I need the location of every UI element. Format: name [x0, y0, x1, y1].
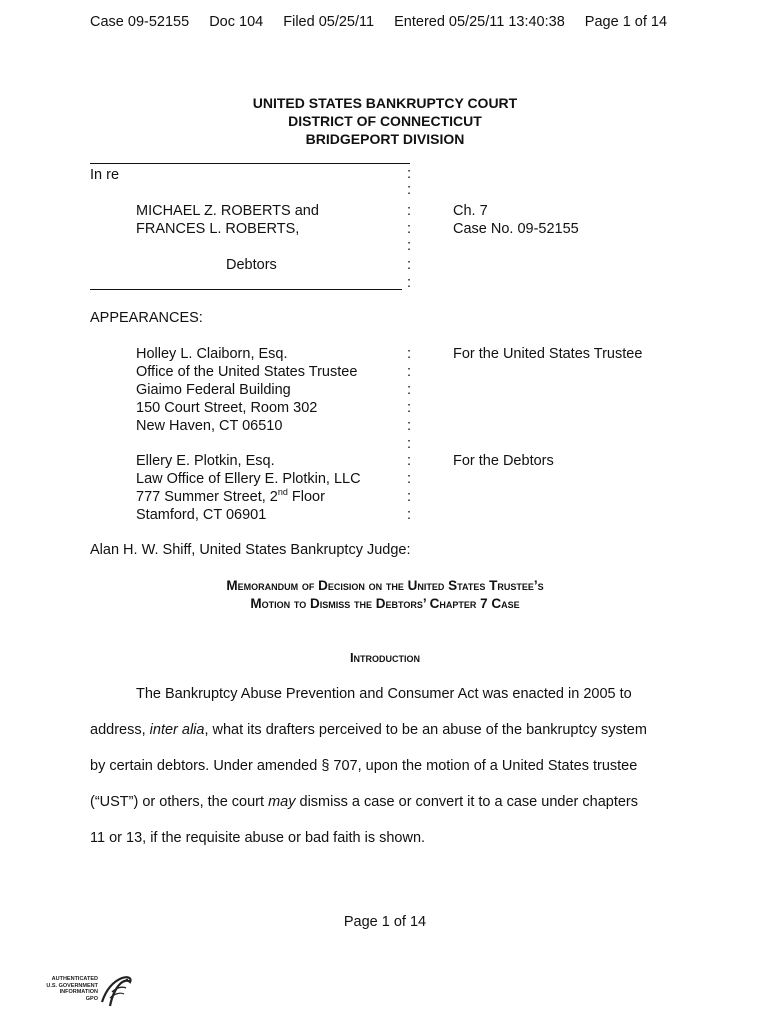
in-re-label: In re: [90, 167, 120, 183]
appearance-colon: :: [407, 364, 412, 380]
appearance-colon: :: [407, 489, 412, 505]
appearances-heading: APPEARANCES:: [90, 310, 203, 326]
caption-colon: :: [407, 275, 412, 291]
case-number-label: Case No. 09-52155: [453, 221, 579, 237]
doc-number: Doc 104: [209, 14, 264, 30]
filing-header: [90, 14, 667, 30]
filed-date: Filed 05/25/11: [283, 14, 375, 30]
case-number: Case 09-52155: [90, 14, 190, 30]
caption-colon: :: [407, 203, 412, 219]
seal-line: INFORMATION: [59, 989, 98, 995]
debtor-name-2: FRANCES L. ROBERTS,: [136, 221, 300, 237]
appearance-colon: :: [407, 400, 412, 416]
appearance-colon: :: [407, 436, 412, 452]
ust-counsel-line: Office of the United States Trustee: [136, 364, 358, 380]
body-line-4: [90, 794, 638, 810]
court-name: UNITED STATES BANKRUPTCY COURT: [252, 95, 518, 111]
street-floor: Floor: [287, 489, 325, 505]
caption-colon: :: [407, 257, 412, 273]
gpo-authentication-seal: [44, 972, 134, 1012]
court-district: DISTRICT OF CONNECTICUT: [288, 113, 482, 129]
eagle-icon: [98, 972, 134, 1012]
introduction-heading: Introduction: [349, 650, 421, 665]
body-text: dismiss a case or convert it to a case under chapters: [295, 794, 639, 810]
ust-counsel-line: New Haven, CT 06510: [136, 418, 283, 434]
body-text: (“UST”) or others, the court: [90, 794, 269, 810]
ust-counsel-line: Giaimo Federal Building: [136, 382, 291, 398]
seal-line: U.S. GOVERNMENT: [46, 982, 98, 989]
body-line-2: [90, 722, 647, 738]
seal-line: GPO: [85, 995, 98, 1002]
debtors-role: For the Debtors: [453, 453, 554, 469]
appearance-colon: :: [407, 453, 412, 469]
memo-title-line-2: Motion to Dismiss the Debtors’ Chapter 7 Case: [250, 596, 520, 611]
appearance-colon: :: [407, 346, 412, 362]
header-page: Page 1 of 14: [584, 14, 668, 30]
debtor-name-1: MICHAEL Z. ROBERTS and: [136, 203, 319, 219]
judge-line: Alan H. W. Shiff, United States Bankruptcy Judge:: [90, 542, 411, 558]
appearance-colon: :: [407, 418, 412, 434]
debtors-counsel-name: Ellery E. Plotkin, Esq.: [136, 453, 275, 469]
caption-bottom-rule: [90, 289, 402, 290]
body-text: , what its drafters perceived to be an abuse of the bankruptcy system: [204, 722, 647, 738]
caption-colon: :: [407, 166, 412, 182]
chapter-label: Ch. 7: [453, 203, 488, 219]
body-text: address,: [90, 722, 150, 738]
caption-top-rule: [90, 163, 410, 164]
appearance-colon: :: [407, 507, 412, 523]
ust-counsel-line: 150 Court Street, Room 302: [136, 400, 318, 416]
street-ordinal: nd: [277, 487, 288, 498]
entered-date: Entered 05/25/11 13:40:38: [394, 14, 565, 30]
appearance-colon: :: [407, 471, 412, 487]
ust-role: For the United States Trustee: [453, 346, 643, 362]
caption-colon: :: [407, 182, 412, 198]
appearance-colon: :: [407, 382, 412, 398]
debtors-counsel-firm: Law Office of Ellery E. Plotkin, LLC: [136, 471, 361, 487]
body-line-1: The Bankruptcy Abuse Prevention and Consumer Act was enacted in 2005 to: [136, 686, 632, 702]
seal-line: AUTHENTICATED: [51, 976, 98, 982]
body-italic: inter alia: [149, 722, 205, 738]
page-footer: Page 1 of 14: [343, 914, 427, 930]
caption-colon: :: [407, 221, 412, 237]
court-division: BRIDGEPORT DIVISION: [305, 131, 465, 147]
memo-title-line-1: Memorandum of Decision on the United States Trustee’s: [226, 578, 544, 593]
debtors-counsel-street: [136, 489, 325, 505]
caption-colon: :: [407, 238, 412, 254]
body-italic: may: [268, 794, 296, 810]
debtors-label: Debtors: [226, 257, 277, 273]
body-line-3: by certain debtors. Under amended § 707, upon the motion of a United States trustee: [90, 758, 638, 774]
street-text: 777 Summer Street, 2: [136, 489, 278, 505]
ust-counsel-line: Holley L. Claiborn, Esq.: [136, 346, 288, 362]
seal-text: [44, 976, 98, 1002]
debtors-counsel-city: Stamford, CT 06901: [136, 507, 267, 523]
body-line-5: 11 or 13, if the requisite abuse or bad faith is shown.: [90, 830, 426, 846]
